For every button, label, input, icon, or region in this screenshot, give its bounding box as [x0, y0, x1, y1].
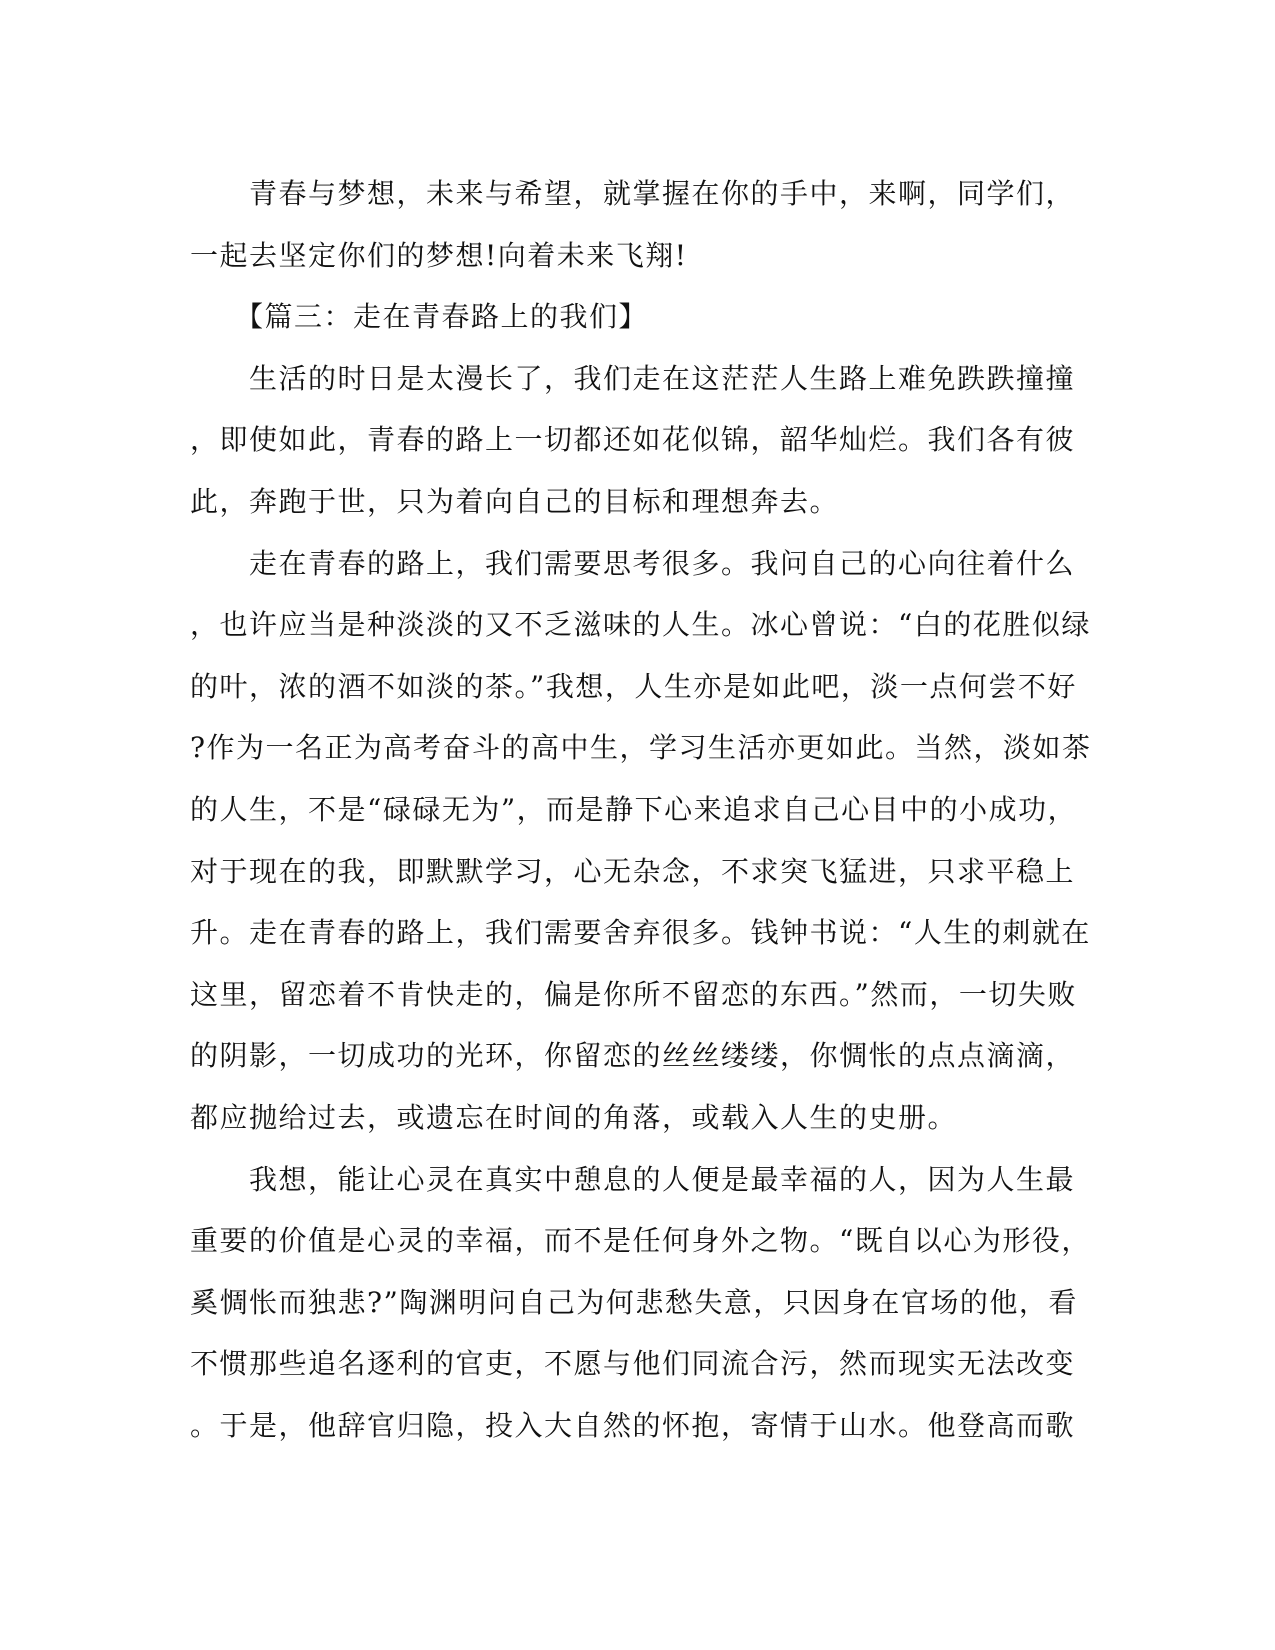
text-line: 对于现在的我，即默默学习，心无杂念，不求突飞猛进，只求平稳上: [190, 854, 1076, 888]
text-line: 的阴影，一切成功的光环，你留恋的丝丝缕缕，你惆怅的点点滴滴，: [190, 1039, 1076, 1073]
text-line: 此，奔跑于世，只为着向自己的目标和理想奔去。: [190, 484, 840, 518]
text-line: 生活的时日是太漫长了，我们走在这茫茫人生路上难免跌跌撞撞: [190, 361, 1076, 395]
text-line: ，即使如此，青春的路上一切都还如花似锦，韶华灿烂。我们各有彼: [190, 423, 1076, 457]
text-line: 青春与梦想，未来与希望，就掌握在你的手中，来啊，同学们，: [190, 177, 1076, 210]
text-line: 一起去坚定你们的梦想!向着未来飞翔!: [190, 238, 688, 272]
text-line: 升。走在青春的路上，我们需要舍弃很多。钱钟书说：“人生的刺就在: [190, 916, 1091, 950]
text-line: ，也许应当是种淡淡的又不乏滋味的人生。冰心曾说：“白的花胜似绿: [190, 608, 1091, 642]
document-body: [190, 163, 1090, 1456]
section-heading: 【篇三：走在青春路上的我们】: [190, 300, 649, 334]
text-line: 奚惆怅而独悲?”陶渊明问自己为何悲愁失意，只因身在官场的他，看: [190, 1285, 1078, 1319]
text-line: 不惯那些追名逐利的官吏，不愿与他们同流合污，然而现实无法改变: [190, 1347, 1076, 1381]
text-line: 走在青春的路上，我们需要思考很多。我问自己的心向往着什么: [190, 546, 1076, 580]
text-line: 这里，留恋着不肯快走的，偏是你所不留恋的东西。”然而，一切失败: [190, 977, 1077, 1011]
text-line: 我想，能让心灵在真实中憩息的人便是最幸福的人，因为人生最: [190, 1162, 1076, 1196]
text-line: 。于是，他辞官归隐，投入大自然的怀抱，寄情于山水。他登高而歌: [190, 1408, 1076, 1442]
text-line: 的叶，浓的酒不如淡的茶。”我想，人生亦是如此吧，淡一点何尝不好: [190, 669, 1077, 703]
text-line: 的人生，不是“碌碌无为”，而是静下心来追求自己心目中的小成功，: [190, 792, 1078, 826]
text-line: 重要的价值是心灵的幸福，而不是任何身外之物。“既自以心为形役，: [190, 1224, 1091, 1258]
text-line: ?作为一名正为高考奋斗的高中生，学习生活亦更如此。当然，淡如茶: [190, 731, 1092, 765]
text-line: 都应抛给过去，或遗忘在时间的角落，或载入人生的史册。: [190, 1100, 958, 1134]
